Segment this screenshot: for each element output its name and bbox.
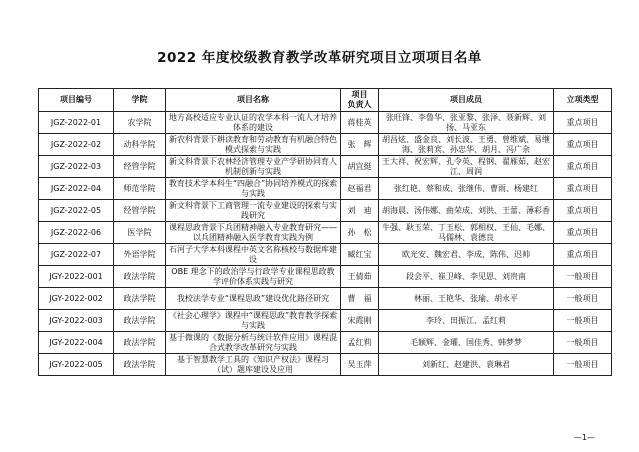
- table-row: [39, 134, 612, 156]
- cell-college: 师范学院: [114, 178, 166, 200]
- table-row: [39, 266, 612, 288]
- cell-type: 重点项目: [554, 222, 612, 244]
- cell-type: 一般项目: [554, 266, 612, 288]
- cell-name: 新文科背景下工商管理一流专业建设的探索与实践研究: [166, 200, 341, 222]
- cell-type: 重点项目: [554, 178, 612, 200]
- cell-college: 政法学院: [114, 266, 166, 288]
- cell-members: 张旺锋、李鲁华、张亚黎、张泽、聂新辉、刘扬、马亚东: [379, 112, 554, 134]
- cell-college: 政法学院: [114, 332, 166, 354]
- cell-members: 段会平、崔卫峰、李见恩、刘贵南: [379, 266, 554, 288]
- cell-name: 《社会心理学》课程中“课程思政”教育教学探索与实践: [166, 310, 341, 332]
- table-row: [39, 222, 612, 244]
- cell-id: JGZ-2022-07: [39, 244, 114, 266]
- project-table: [38, 88, 612, 376]
- col-header-name: 项目名称: [166, 89, 341, 112]
- cell-leader: 胡宜挺: [341, 156, 379, 178]
- table-row: [39, 200, 612, 222]
- cell-id: JGZ-2022-03: [39, 156, 114, 178]
- cell-name: 基于智慧教学工具的《知识产权法》课程习（试）题库建设及应用: [166, 354, 341, 376]
- col-header-members: 项目成员: [379, 89, 554, 112]
- cell-id: JGZ-2022-02: [39, 134, 114, 156]
- cell-type: 一般项目: [554, 354, 612, 376]
- cell-type: 重点项目: [554, 112, 612, 134]
- col-header-type: 立项类型: [554, 89, 612, 112]
- table-row: [39, 310, 612, 332]
- cell-type: 重点项目: [554, 244, 612, 266]
- cell-leader: 吴玉萍: [341, 354, 379, 376]
- col-header-leader: 项目 负责人: [341, 89, 379, 112]
- page-number: —1—: [573, 433, 595, 442]
- cell-leader: 蒋桂英: [341, 112, 379, 134]
- cell-leader: 孙 松: [341, 222, 379, 244]
- cell-type: 重点项目: [554, 200, 612, 222]
- cell-leader: 赵福君: [341, 178, 379, 200]
- cell-leader: 宋霞刚: [341, 310, 379, 332]
- cell-leader: 王倩茹: [341, 266, 379, 288]
- cell-type: 重点项目: [554, 156, 612, 178]
- cell-college: 政法学院: [114, 354, 166, 376]
- cell-id: JGY-2022-001: [39, 266, 114, 288]
- cell-leader: 臧红宝: [341, 244, 379, 266]
- document-title: 2022 年度校级教育教学改革研究项目立项项目名单: [157, 50, 482, 66]
- table-row: [39, 112, 612, 134]
- cell-college: 政法学院: [114, 288, 166, 310]
- cell-id: JGZ-2022-04: [39, 178, 114, 200]
- cell-leader: 曹 福: [341, 288, 379, 310]
- cell-type: 一般项目: [554, 310, 612, 332]
- cell-id: JGZ-2022-06: [39, 222, 114, 244]
- cell-type: 一般项目: [554, 288, 612, 310]
- cell-name: 石河子大学本科课程中英文名称核校与数据库建设: [166, 244, 341, 266]
- table-row: [39, 178, 612, 200]
- cell-name: 新文科背景下农林经济管理专业产学研协同育人机制创新与实践: [166, 156, 341, 178]
- cell-leader: 张 辉: [341, 134, 379, 156]
- table-row: [39, 244, 612, 266]
- cell-members: 毛颖辉、金瓘、国佳秀、韩梦梦: [379, 332, 554, 354]
- cell-college: 经管学院: [114, 200, 166, 222]
- cell-name: 我校法学专业“课程思政”建设优化路径研究: [166, 288, 341, 310]
- cell-members: 胡昌炫、盛金良、刘长波、王勇、曾维斌、易继海、张莉宾、孙忠华、胡月、冯广余: [379, 134, 554, 156]
- cell-members: 王大祥、祝宏辉、孔令英、程钢、翟雁茹、赵宏江、周润: [379, 156, 554, 178]
- cell-leader: 孟红莉: [341, 332, 379, 354]
- cell-name: 地方高校适应专业认证的农学本科一流人才培养体系的建设: [166, 112, 341, 134]
- cell-leader: 刘 迪: [341, 200, 379, 222]
- cell-members: 林丽、王艳华、张瑜、胡永平: [379, 288, 554, 310]
- cell-id: JGZ-2022-05: [39, 200, 114, 222]
- table-row: [39, 354, 612, 376]
- cell-id: JGY-2022-005: [39, 354, 114, 376]
- cell-college: 外语学院: [114, 244, 166, 266]
- table-row: [39, 332, 612, 354]
- cell-members: 胡海晨、汤伟娜、曲荣成、刘洪、王蕾、薄彩香: [379, 200, 554, 222]
- header-row: [39, 89, 612, 112]
- table-row: [39, 288, 612, 310]
- cell-name: OBE 理念下的政治学与行政学专业课程思政教学评价体系实践与研究: [166, 266, 341, 288]
- cell-id: JGY-2022-003: [39, 310, 114, 332]
- cell-members: 欧光安、魏宏君、李成、陈伟、迟帅: [379, 244, 554, 266]
- cell-name: 基于微课的《数据分析与统计软件应用》课程混合式教学改革研究与实践: [166, 332, 341, 354]
- cell-id: JGY-2022-004: [39, 332, 114, 354]
- cell-college: 医学院: [114, 222, 166, 244]
- cell-college: 动科学院: [114, 134, 166, 156]
- cell-members: 牛强、耿玉荣、丁玉松、郭相权、王仙、毛娜、马儒林、袁德良: [379, 222, 554, 244]
- cell-type: 一般项目: [554, 332, 612, 354]
- cell-members: 李玲、田振江、孟红莉: [379, 310, 554, 332]
- cell-college: 农学院: [114, 112, 166, 134]
- cell-name: 课程思政背景下兵团精神融入专业教育研究——以兵团精神融入医学教育实践为例: [166, 222, 341, 244]
- cell-members: 张红艳、蔡和成、张继伟、曹雨、杨建红: [379, 178, 554, 200]
- cell-college: 经管学院: [114, 156, 166, 178]
- cell-type: 重点项目: [554, 134, 612, 156]
- cell-name: 新农科背景下耕读教育和劳动教育有机融合特色模式探索与实践: [166, 134, 341, 156]
- col-header-id: 项目编号: [39, 89, 114, 112]
- col-header-college: 学院: [114, 89, 166, 112]
- cell-members: 刘新红、赵建洪、袁琳君: [379, 354, 554, 376]
- cell-id: JGY-2022-002: [39, 288, 114, 310]
- cell-id: JGZ-2022-01: [39, 112, 114, 134]
- table-row: [39, 156, 612, 178]
- cell-college: 政法学院: [114, 310, 166, 332]
- cell-name: 教育技术学本科生“四融合”协同培养模式的探索与实践: [166, 178, 341, 200]
